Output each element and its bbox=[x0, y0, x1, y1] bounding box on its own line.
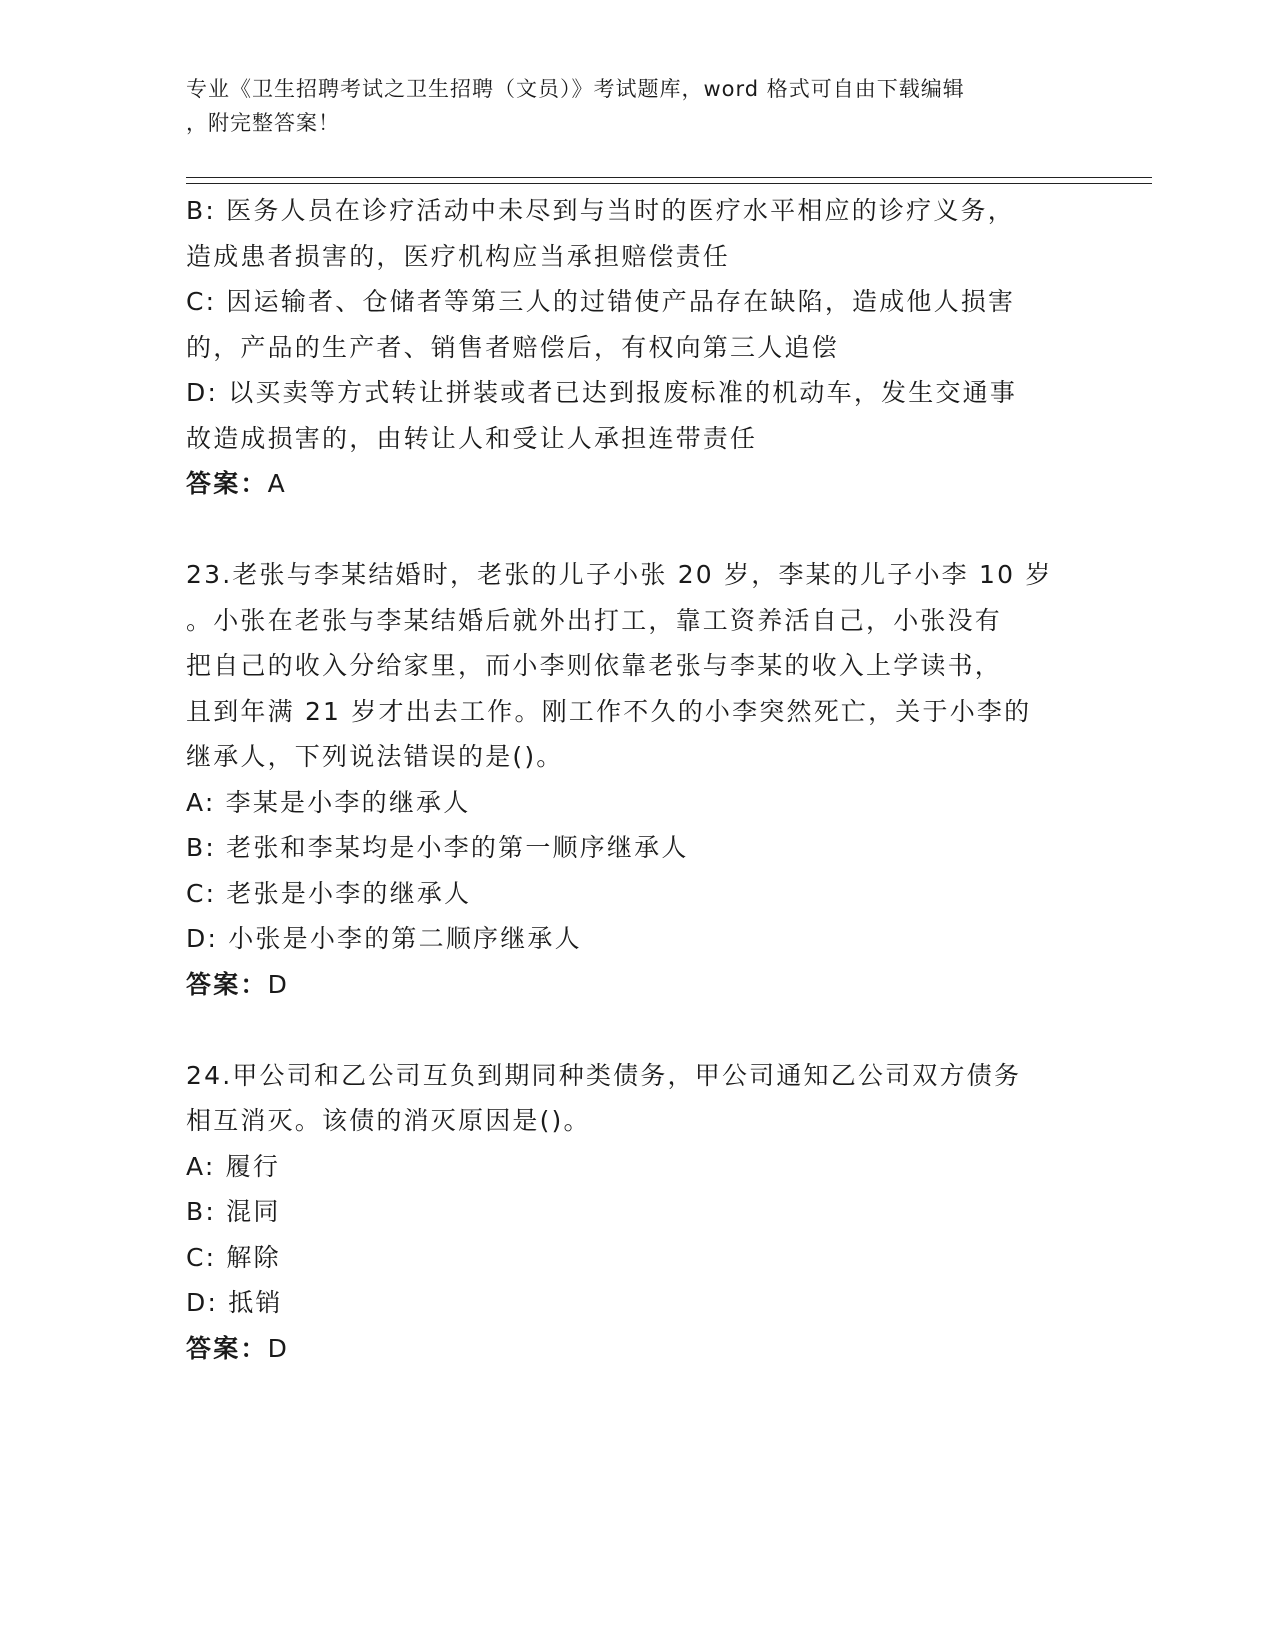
document-body bbox=[186, 188, 1066, 1371]
prev-question-options bbox=[186, 188, 1066, 507]
q24-answer bbox=[186, 1326, 1066, 1372]
q23-option-a: A: 李某是小李的继承人 bbox=[186, 787, 471, 817]
answer-value: D bbox=[267, 1333, 290, 1363]
prev-option-b-line-1: B: 医务人员在诊疗活动中未尽到与当时的医疗水平相应的诊疗义务， bbox=[186, 196, 1015, 225]
q24-option-d: D: 抵销 bbox=[186, 1288, 283, 1317]
prev-option-c-line-2: 的，产品的生产者、销售者赔偿后，有权向第三人追偿 bbox=[186, 332, 839, 362]
q23-option-c: C: 老张是小李的继承人 bbox=[186, 878, 472, 908]
question-23 bbox=[186, 552, 1066, 1007]
question-24 bbox=[186, 1053, 1066, 1372]
q23-stem-line-2: 。小张在老张与李某结婚后就外出打工，靠工资养活自己，小张没有 bbox=[186, 605, 1003, 635]
header-line-2: ，附完整答案！ bbox=[186, 111, 340, 135]
q23-stem-line-1: 23.老张与李某结婚时，老张的儿子小张 20 岁，李某的儿子小李 10 岁 bbox=[186, 560, 1053, 589]
prev-option-b-line-2: 造成患者损害的，医疗机构应当承担赔偿责任 bbox=[186, 241, 731, 271]
q24-option-a: A: 履行 bbox=[186, 1151, 281, 1181]
q23-option-d: D: 小张是小李的第二顺序继承人 bbox=[186, 924, 582, 953]
spacer bbox=[186, 1007, 1066, 1053]
answer-value: D bbox=[267, 969, 290, 999]
answer-label: 答案： bbox=[186, 1333, 268, 1363]
answer-value: A bbox=[267, 469, 287, 498]
header-line-1: 专业《卫生招聘考试之卫生招聘（文员）》考试题库，word 格式可自由下载编辑 bbox=[186, 77, 965, 101]
prev-answer bbox=[186, 461, 1066, 507]
q23-stem-line-4: 且到年满 21 岁才出去工作。刚工作不久的小李突然死亡，关于小李的 bbox=[186, 696, 1032, 726]
q24-stem-line-1: 24.甲公司和乙公司互负到期同种类债务，甲公司通知乙公司双方债务 bbox=[186, 1060, 1022, 1090]
q24-stem-line-2: 相互消灭。该债的消灭原因是()。 bbox=[186, 1106, 591, 1135]
q23-stem-line-3: 把自己的收入分给家里，而小李则依靠老张与李某的收入上学读书， bbox=[186, 651, 1003, 680]
spacer bbox=[186, 507, 1066, 553]
document-header bbox=[186, 72, 1066, 140]
header-divider-top bbox=[186, 177, 1152, 178]
prev-option-d-line-2: 故造成损害的，由转让人和受让人承担连带责任 bbox=[186, 423, 758, 453]
q23-answer bbox=[186, 962, 1066, 1008]
prev-option-c-line-1: C: 因运输者、仓储者等第三人的过错使产品存在缺陷，造成他人损害 bbox=[186, 287, 1016, 316]
prev-option-d-line-1: D: 以买卖等方式转让拼装或者已达到报废标准的机动车，发生交通事 bbox=[186, 378, 1018, 407]
header-divider-bottom bbox=[186, 183, 1152, 184]
q24-option-c: C: 解除 bbox=[186, 1242, 281, 1272]
q24-option-b: B: 混同 bbox=[186, 1197, 281, 1226]
answer-label: 答案： bbox=[186, 969, 268, 999]
answer-label: 答案： bbox=[186, 469, 268, 498]
q23-stem-line-5: 继承人，下列说法错误的是()。 bbox=[186, 742, 564, 771]
q23-option-b: B: 老张和李某均是小李的第一顺序继承人 bbox=[186, 833, 689, 862]
